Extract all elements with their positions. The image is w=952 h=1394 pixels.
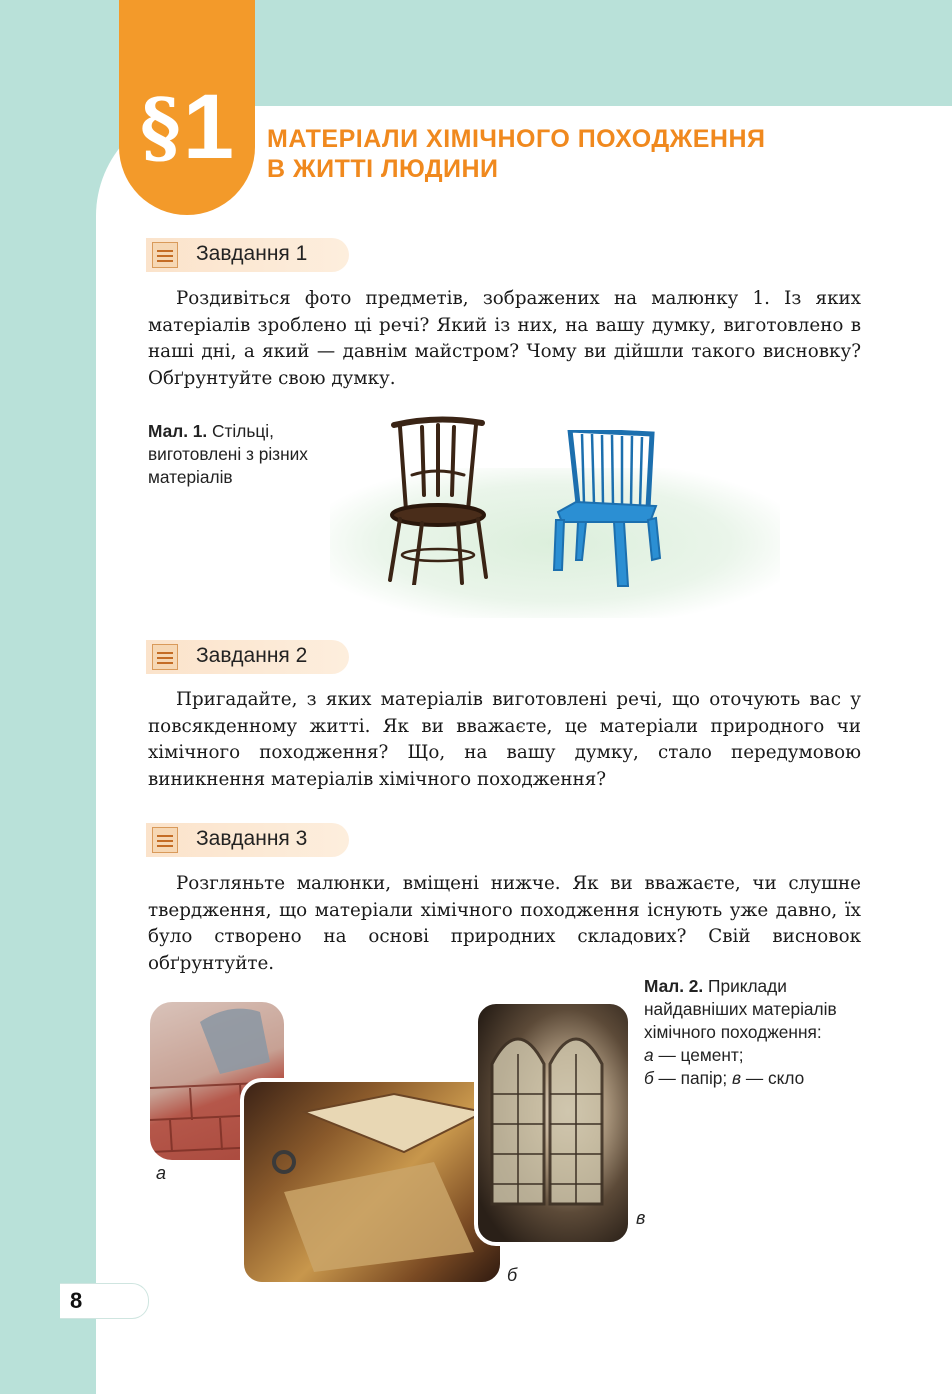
task-3-header — [146, 823, 349, 857]
title-line-2: В ЖИТТІ ЛЮДИНИ — [267, 155, 499, 183]
task-1-label: Завдання 1 — [196, 242, 308, 265]
section-number: 1 — [182, 76, 234, 178]
task-icon — [152, 644, 178, 670]
photo-b-letter: б — [507, 1265, 518, 1285]
plastic-chair-image — [552, 430, 662, 590]
figure-2-item-letter: в — [732, 1068, 742, 1088]
task-icon — [152, 827, 178, 853]
wooden-chair-image — [382, 415, 492, 585]
figure-2-item-text: — скло — [745, 1068, 805, 1088]
task-1-header — [146, 238, 349, 272]
figure-2-caption-text: Приклади найдавніших матеріалів хімічного походження: — [644, 976, 837, 1042]
figure-1-caption-text: Стільці, виготовлені з різних матеріалів — [148, 421, 308, 487]
title-line-1: МАТЕРІАЛИ ХІМІЧНОГО ПОХОДЖЕННЯ — [267, 125, 766, 153]
figure-2-item-text: — цемент; — [658, 1045, 744, 1065]
figure-1-caption — [148, 420, 348, 489]
figure-1-label: Мал. 1. — [148, 421, 208, 441]
photo-a-letter: а — [156, 1163, 167, 1183]
figure-2-caption — [644, 975, 864, 1090]
task-2-label: Завдання 2 — [196, 644, 308, 667]
task-icon — [152, 242, 178, 268]
figure-2-label: Мал. 2. — [644, 976, 704, 996]
stained-glass-window-photo — [474, 1000, 632, 1246]
section-number-tab — [119, 0, 255, 215]
section-sign: § — [140, 82, 181, 173]
task-2-header — [146, 640, 349, 674]
photo-v-letter: в — [636, 1208, 646, 1228]
task-3-label: Завдання 3 — [196, 827, 308, 850]
old-paper-book-photo — [240, 1078, 504, 1286]
task-3-text: Розгляньте малюнки, вміщені нижче. Як ви вважаєте, чи слушне твердження, що матеріали хімічного походження існують уже давно, їх було створено на основі природних складових? Свій висновок обґрунтуйте. — [148, 873, 861, 974]
page-number: 8 — [70, 1288, 83, 1313]
page-title — [267, 124, 765, 184]
task-1-text: Роздивіться фото предметів, зображених на малюнку 1. Із яких матеріалів зроблено ці речі? Який із них, на вашу думку, виготовлено в наші дні, а який — давнім майстром? Чому ви дійшли такого висновку? Обґрунтуйте свою думку. — [148, 288, 861, 389]
figure-2-item-letter: б — [644, 1068, 654, 1088]
figure-2-item-text: — папір; — [658, 1068, 728, 1088]
figure-2-item-letter: а — [644, 1045, 654, 1065]
task-2-text: Пригадайте, з яких матеріалів виготовлені речі, що оточують вас у повсякденному житті. Як ви вважаєте, це матеріали природного чи хімічного походження? Що, на вашу думку, стало передумовою виникнення матеріалів хімічного походження? — [148, 689, 861, 790]
